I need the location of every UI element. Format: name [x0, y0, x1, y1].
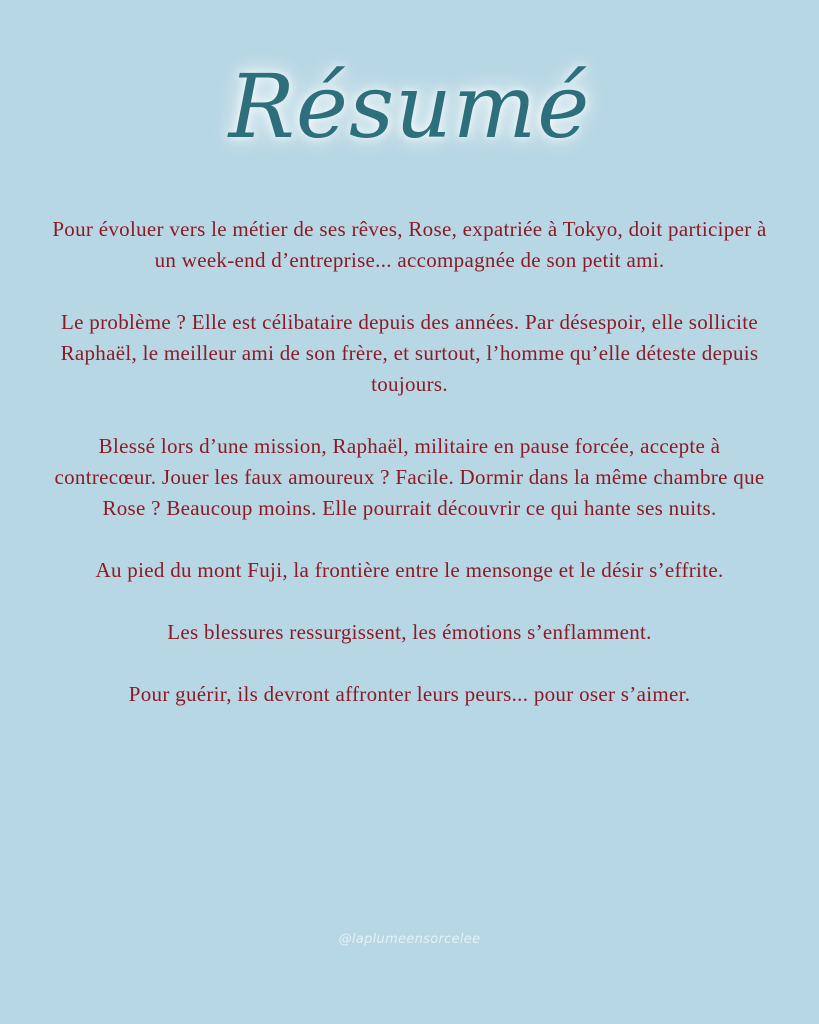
summary-paragraph: Pour évoluer vers le métier de ses rêves, Rose, expatriée à Tokyo, doit participer à un week-end d’entreprise... accompagnée de son petit ami. — [52, 217, 767, 272]
summary-paragraph: Au pied du mont Fuji, la frontière entre le mensonge et le désir s’effrite. — [95, 558, 724, 582]
summary-paragraph: Les blessures ressurgissent, les émotions s’enflamment. — [167, 620, 652, 644]
summary-paragraph: Pour guérir, ils devront affronter leurs peurs... pour oser s’aimer. — [128, 682, 691, 706]
summary-text — [50, 214, 769, 741]
page-title: Résumé — [228, 55, 591, 158]
summary-paragraph: Blessé lors d’une mission, Raphaël, militaire en pause forcée, accepte à contrecœur. Jouer les faux amoureux ? Facile. Dormir dans la même chambre que Rose ? Beaucoup moins. Elle pourrait découvrir ce qui hante ses nuits. — [54, 434, 765, 520]
author-handle-watermark: @laplumeensorcelee — [338, 932, 481, 947]
summary-paragraph: Le problème ? Elle est célibataire depuis des années. Par désespoir, elle sollicite Raphaël, le meilleur ami de son frère, et surtout, l’homme qu’elle déteste depuis toujours. — [60, 310, 759, 396]
